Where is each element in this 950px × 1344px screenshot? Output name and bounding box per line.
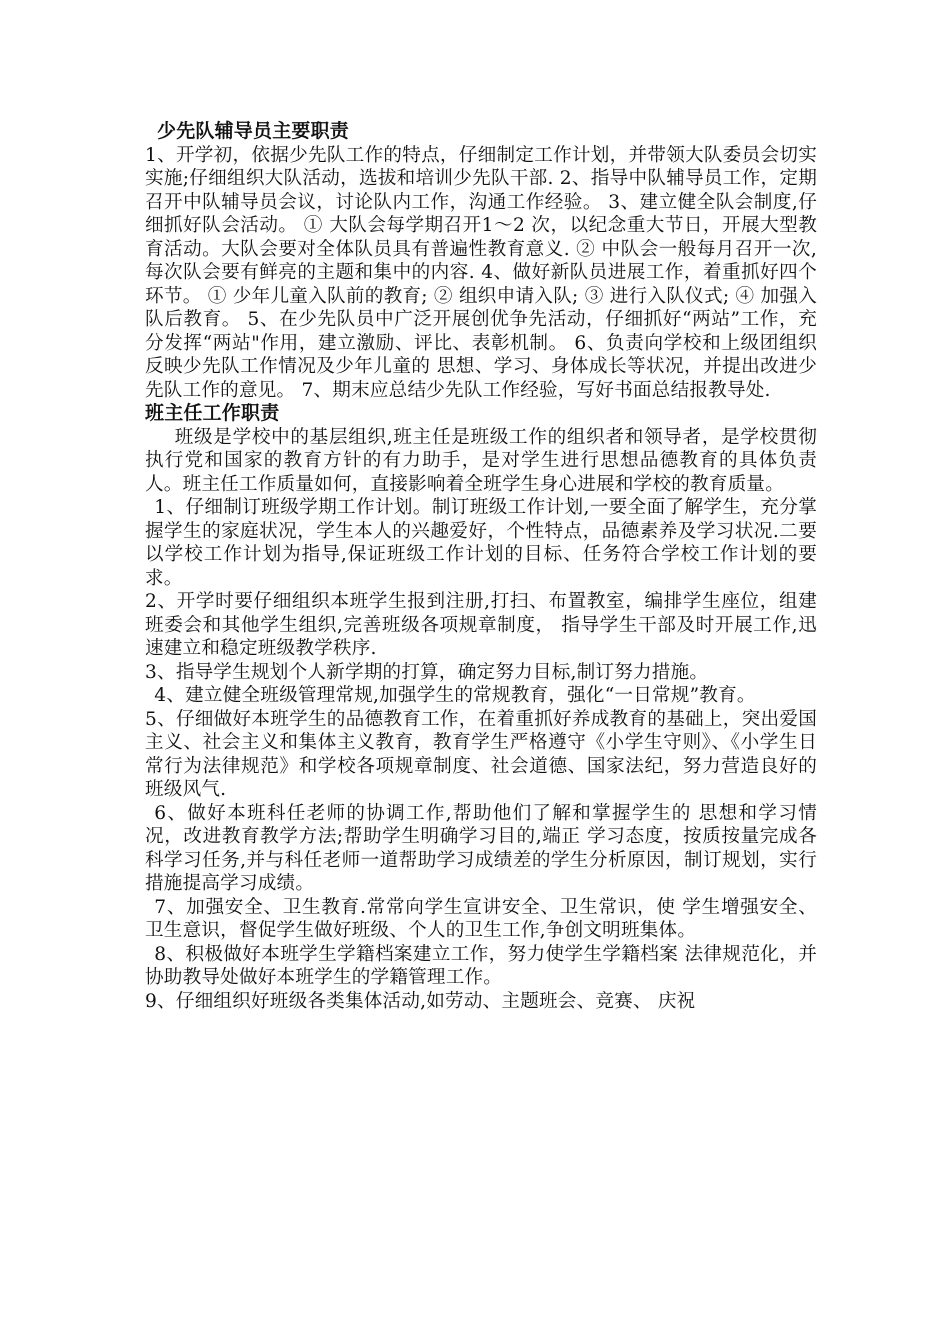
list-item: 9、仔细组织好班级各类集体活动,如劳动、主题班会、竞赛、 庆祝: [145, 990, 696, 1012]
section-title-young-pioneers: 少先队辅导员主要职责: [157, 120, 350, 142]
list-item: 5、仔细做好本班学生的品德教育工作，在着重抓好养成教育的基础上，突出爱国主义、社会主义和集体主义教育，教育学生严格遵守《小学生守则》、《小学生日常行为法律规范》和学校各项规章制度、社会道德、国家法纪，努力营造良好的班级风气.: [145, 708, 817, 800]
list-item: 7、加强安全、卫生教育.常常向学生宣讲安全、卫生常识，使 学生增强安全、卫生意识，督促学生做好班级、个人的卫生工作,争创文明班集体。: [145, 896, 817, 941]
list-item: 1、仔细制订班级学期工作计划。制订班级工作计划,一要全面了解学生，充分掌握学生的家庭状况，学生本人的兴趣爱好，个性特点，品德素养及学习状况.二要以学校工作计划为指导,保证班级工作计划的目标、任务符合学校工作计划的要求。: [145, 497, 817, 589]
list-item: 8、积极做好本班学生学籍档案建立工作，努力使学生学籍档案 法律规范化，并协助教导处做好本班学生的学籍管理工作。: [145, 943, 817, 988]
list-item: 6、做好本班科任老师的协调工作,帮助他们了解和掌握学生的 思想和学习情况，改进教育教学方法;帮助学生明确学习目的,端正 学习态度，按质按量完成各科学习任务,并与科任老师一道帮助学习成绩差的学生分析原因，制订规划，实行措施提高学习成绩。: [145, 802, 817, 894]
section-body-young-pioneers: 1、开学初，依据少先队工作的特点，仔细制定工作计划，并带领大队委员会切实实施;仔细组织大队活动，选拔和培训少先队干部. 2、指导中队辅导员工作，定期召开中队辅导员会议，讨论队内工作，沟通工作经验。 3、建立健全队会制度,仔细抓好队会活动。 ① 大队会每学期召开1～2 次，以纪念重大节日，开展大型教育活动。大队会要对全体队员具有普遍性教育意义. ② 中队会一般每月召开一次,每次队会要有鲜亮的主题和集中的内容. 4、做好新队员进展工作，着重抓好四个环节。 ① 少年儿童入队前的教育; ② 组织申请入队; ③ 进行入队仪式; ④ 加强入队后教育。 5、在少先队员中广泛开展创优争先活动，仔细抓好“两站”工作，充分发挥“两站"作用，建立激励、评比、表彰机制。 6、负责向学校和上级团组织反映少先队工作情况及少年儿童的 思想、学习、身体成长等状况，并提出改进少先队工作的意见。 7、期末应总结少先队工作经验，写好书面总结报教导处.: [145, 144, 817, 401]
list-item: 4、建立健全班级管理常规,加强学生的常规教育，强化“一日常规”教育。: [154, 685, 756, 706]
section-title-head-teacher: 班主任工作职责: [145, 402, 280, 424]
section-intro-head-teacher: 班级是学校中的基层组织,班主任是班级工作的组织者和领导者，是学校贯彻执行党和国家的教育方针的有力助手，是对学生进行思想品德教育的具体负责人。班主任工作质量如何，直接影响着全班学生身心进展和学校的教育质量。: [145, 426, 817, 495]
list-item: 3、指导学生规划个人新学期的打算，确定努力目标,制订努力措施。: [145, 661, 709, 683]
document-page: [145, 120, 817, 1013]
list-item: 2、开学时要仔细组织本班学生报到注册,打扫、布置教室，编排学生座位，组建班委会和其他学生组织,完善班级各项规章制度， 指导学生干部及时开展工作,迅速建立和稳定班级教学秩序.: [145, 591, 817, 659]
